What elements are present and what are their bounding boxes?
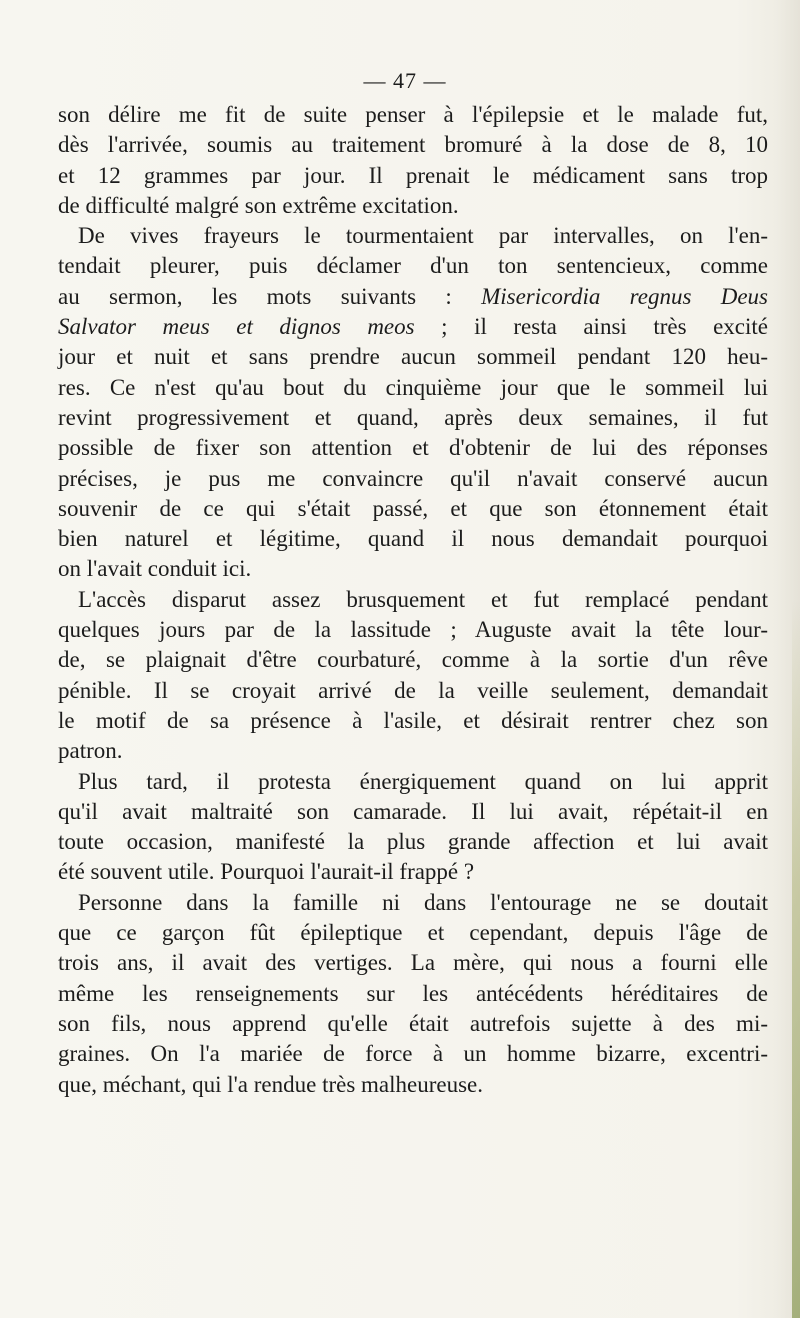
text-line: on l'avait conduit ici. — [58, 556, 252, 582]
text-line: tendait pleurer, puis déclamer d'un ton sentencieux, comme — [58, 253, 768, 279]
text-segment: ; il resta ainsi très excité — [414, 314, 768, 340]
text-line: pénible. Il se croyait arrivé de la veille seulement, demandait — [58, 677, 768, 703]
text-line: de difficulté malgré son extrême excitation. — [58, 192, 459, 218]
text-line: et 12 grammes par jour. Il prenait le médicament sans trop — [58, 162, 768, 188]
body-text — [58, 100, 768, 1100]
text-line: revint progressivement et quand, après deux semaines, il fut — [58, 404, 768, 430]
text-line: quelques jours par de la lassitude ; Auguste avait la tête lour- — [58, 617, 768, 643]
text-line: de, se plaignait d'être courbaturé, comme à la sortie d'un rêve — [58, 647, 768, 673]
text-line: que, méchant, qui l'a rendue très malheureuse. — [58, 1071, 484, 1097]
text-line: Plus tard, il protesta énergiquement quand on lui apprit — [78, 768, 768, 794]
text-line: qu'il avait maltraité son camarade. Il lui avait, répétait-il en — [58, 798, 768, 824]
text-line: précises, je pus me convaincre qu'il n'avait conservé aucun — [58, 465, 768, 491]
text-line: graines. On l'a mariée de force à un homme bizarre, excentri- — [58, 1041, 768, 1067]
text-line: possible de fixer son attention et d'obtenir de lui des réponses — [58, 435, 768, 461]
text-line: jour et nuit et sans prendre aucun sommeil pendant 120 heu- — [58, 344, 768, 370]
text-line: été souvent utile. Pourquoi l'aurait-il frappé ? — [58, 859, 475, 885]
text-line: res. Ce n'est qu'au bout du cinquième jour que le sommeil lui — [58, 374, 768, 400]
text-line: Personne dans la famille ni dans l'entourage ne se doutait — [78, 889, 768, 915]
latin-quote: Salvator meus et dignos meos — [58, 314, 415, 340]
text-line: De vives frayeurs le tourmentaient par intervalles, on l'en- — [78, 223, 768, 249]
page-number: — 47 — — [363, 68, 447, 93]
text-line: dès l'arrivée, soumis au traitement bromuré à la dose de 8, 10 — [58, 132, 768, 158]
text-line: L'accès disparut assez brusquement et fut remplacé pendant — [78, 586, 768, 612]
text-line: que ce garçon fût épileptique et cependant, depuis l'âge de — [58, 920, 768, 946]
text-line: le motif de sa présence à l'asile, et désirait rentrer chez son — [58, 707, 768, 733]
text-line: trois ans, il avait des vertiges. La mère, qui nous a fourni elle — [58, 950, 768, 976]
text-line: son délire me fit de suite penser à l'épilepsie et le malade fut, — [58, 102, 768, 127]
text-line: toute occasion, manifesté la plus grande affection et lui avait — [58, 829, 768, 855]
text-line — [58, 312, 768, 342]
text-line: bien naturel et légitime, quand il nous demandait pourquoi — [58, 526, 768, 552]
text-line: son fils, nous apprend qu'elle était autrefois sujette à des mi- — [58, 1010, 768, 1036]
text-line: même les renseignements sur les antécédents héréditaires de — [58, 980, 768, 1006]
latin-quote: Misericordia regnus Deus — [481, 283, 768, 309]
text-line — [58, 282, 768, 312]
text-segment: au sermon, les mots suivants : — [58, 283, 482, 309]
text-line: souvenir de ce qui s'était passé, et que son étonnement était — [58, 495, 768, 521]
text-line: patron. — [58, 738, 123, 764]
page-edge-shadow — [792, 600, 800, 1318]
